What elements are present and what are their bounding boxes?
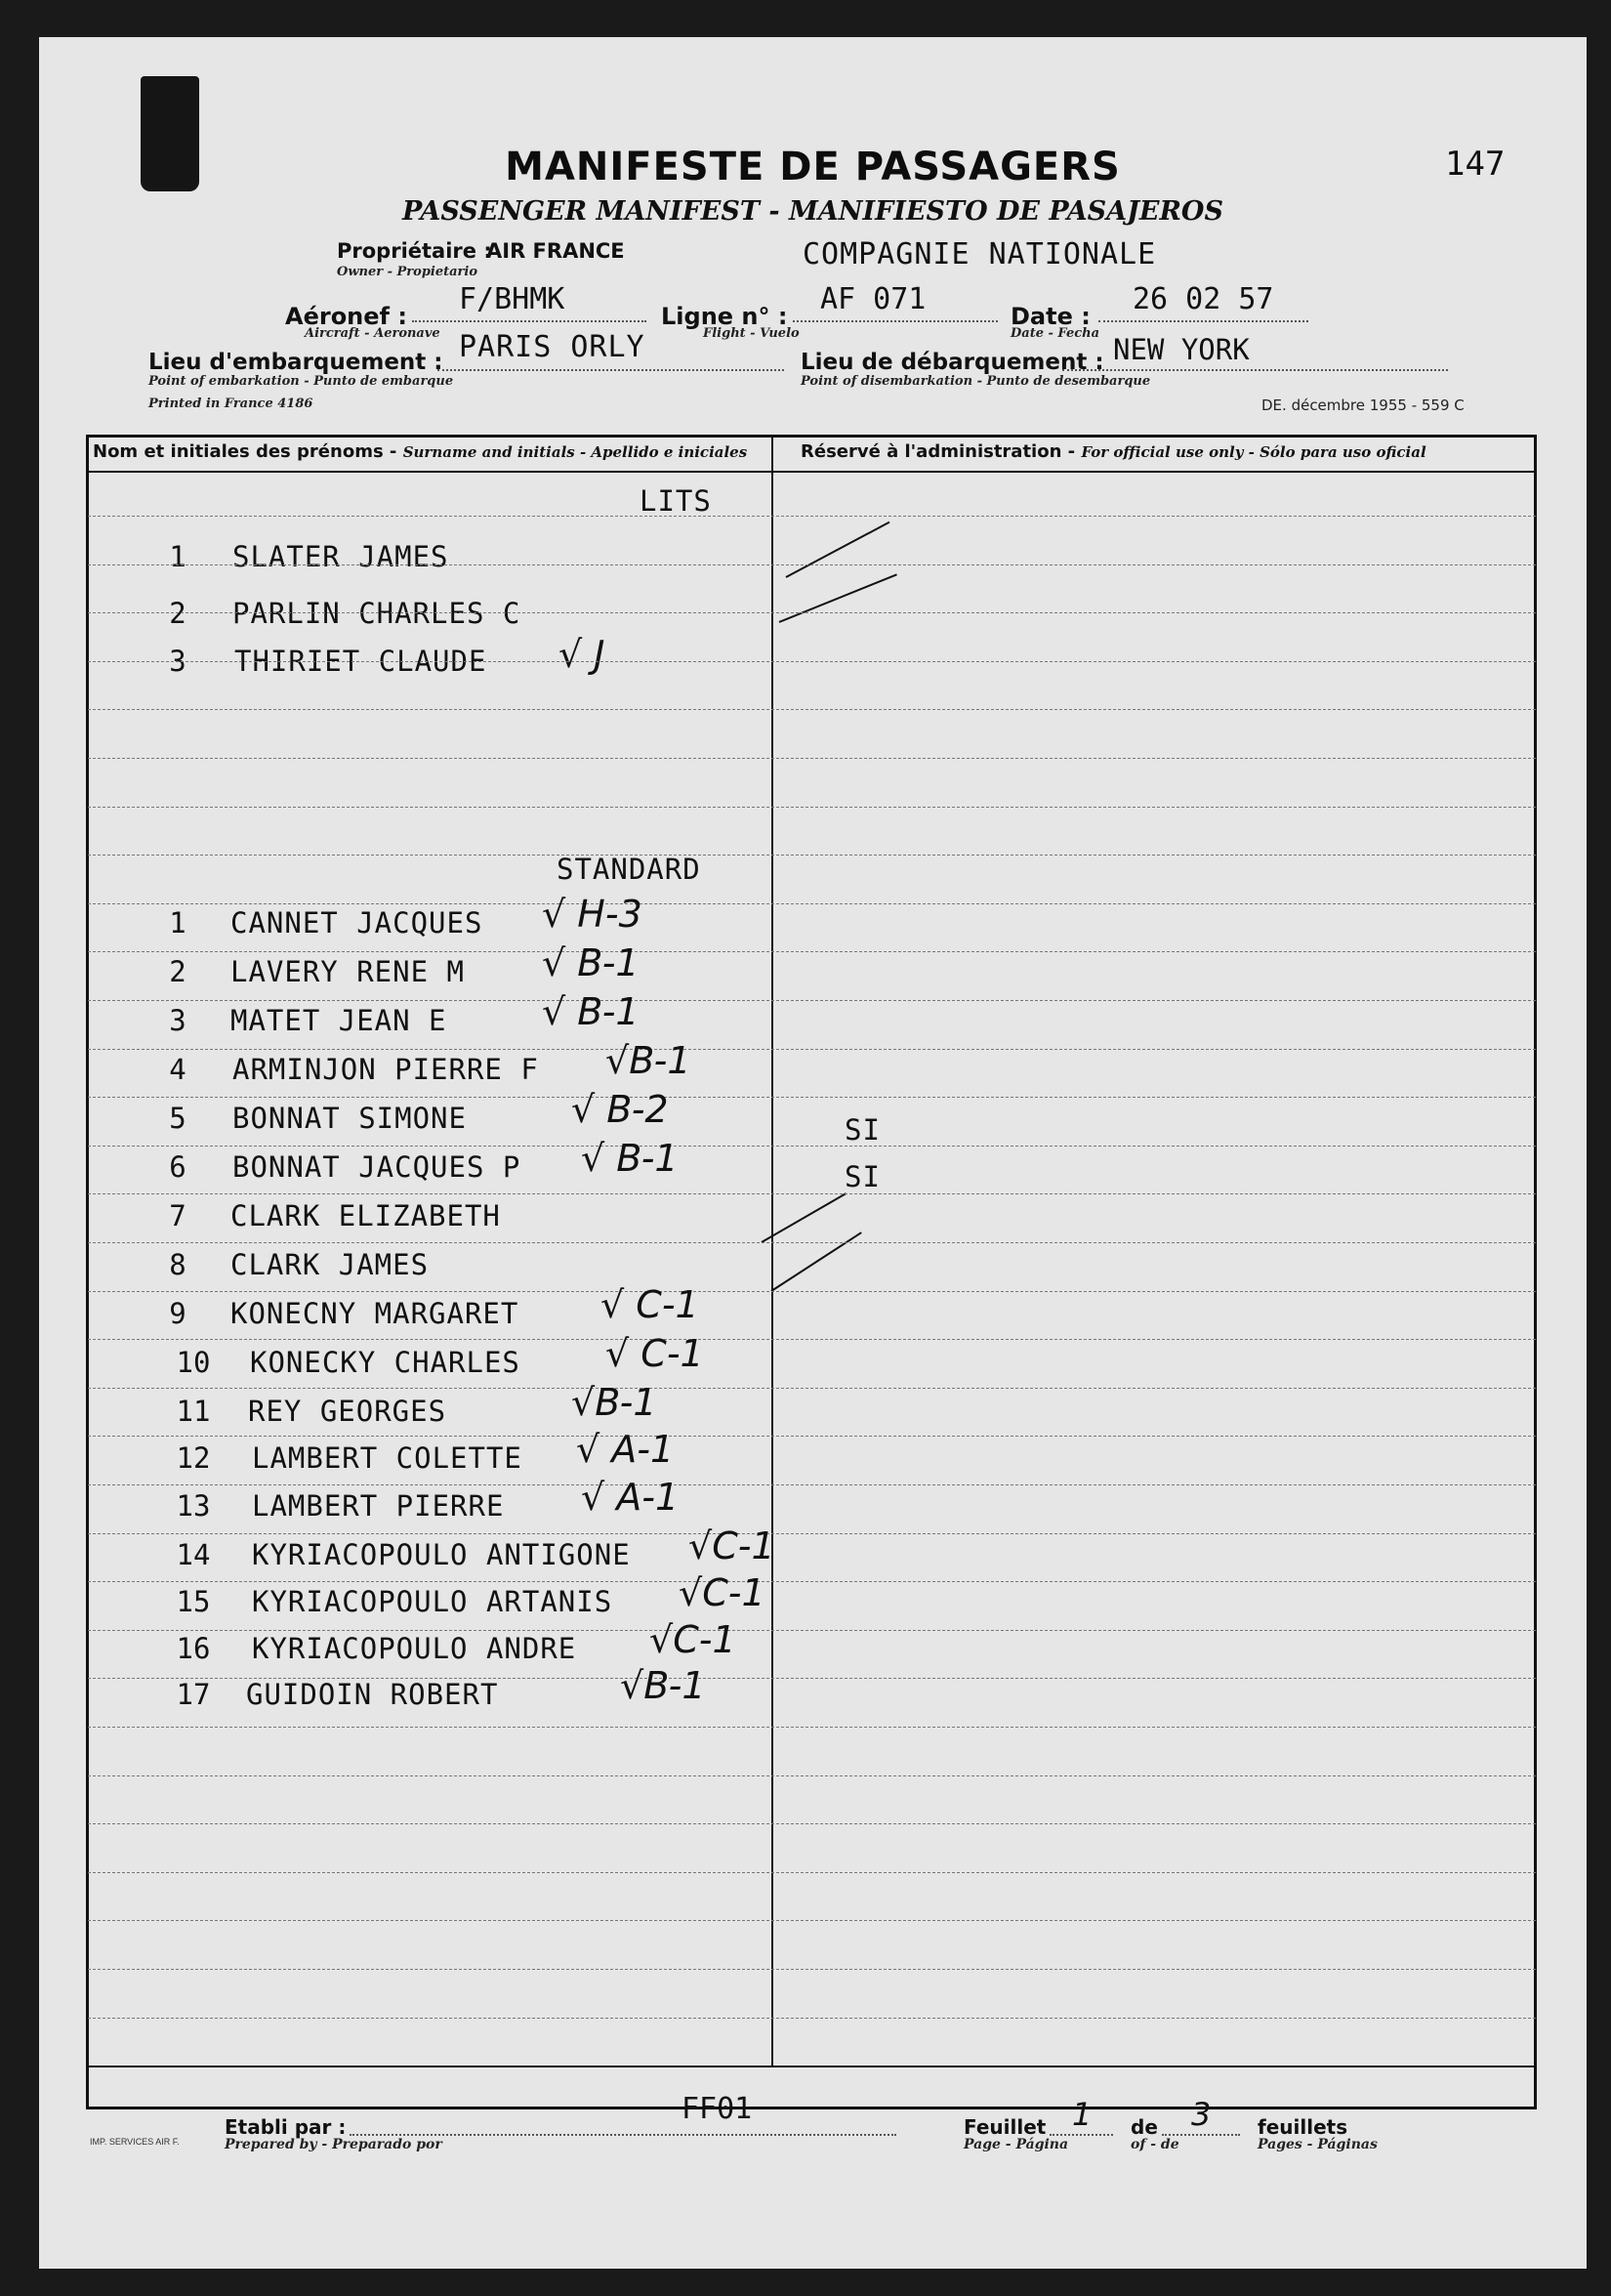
row-rule xyxy=(88,855,1536,856)
row-rule xyxy=(88,903,1536,904)
standard-6-mark: √ B-1 xyxy=(581,1137,679,1180)
standard-3-mark: √ B-1 xyxy=(542,990,640,1033)
row-rule xyxy=(88,1969,1536,1970)
standard-13-mark: √ A-1 xyxy=(581,1476,680,1519)
standard-15-number: 15 xyxy=(176,1585,211,1618)
lits-2-name: PARLIN CHARLES C xyxy=(232,597,521,630)
standard-4-name: ARMINJON PIERRE F xyxy=(232,1053,539,1086)
standard-15-mark: √C-1 xyxy=(679,1571,765,1614)
standard-5-mark: √ B-2 xyxy=(571,1088,669,1131)
manifest-sheet xyxy=(39,37,1587,2269)
row-rule xyxy=(88,1000,1536,1001)
owner-printed: AIR FRANCE xyxy=(486,239,625,263)
standard-8-name: CLARK JAMES xyxy=(230,1248,430,1281)
row-rule xyxy=(88,1775,1536,1776)
standard-11-mark: √B-1 xyxy=(571,1381,657,1424)
standard-11-name: REY GEORGES xyxy=(248,1395,447,1428)
row-rule xyxy=(88,1291,1536,1292)
row-rule xyxy=(88,1727,1536,1728)
standard-9-number: 9 xyxy=(169,1297,186,1330)
row-rule xyxy=(88,1388,1536,1389)
form-title: MANIFESTE DE PASSAGERS xyxy=(505,145,1121,189)
row-rule xyxy=(88,1630,1536,1631)
sheet-sublabel: Page - Página xyxy=(964,2137,1069,2152)
disembarkation-label: Lieu de débarquement : xyxy=(801,350,1104,375)
row-rule xyxy=(88,1193,1536,1194)
row-rule xyxy=(88,1436,1536,1437)
standard-14-number: 14 xyxy=(176,1538,211,1571)
standard-6-name: BONNAT JACQUES P xyxy=(232,1150,521,1184)
aircraft-sublabel: Aircraft - Aeronave xyxy=(305,326,440,341)
standard-1-mark: √ H-3 xyxy=(542,893,642,936)
lits-2-number: 2 xyxy=(169,597,186,630)
row-rule xyxy=(88,1533,1536,1534)
row-rule xyxy=(88,1146,1536,1147)
date-sublabel: Date - Fecha xyxy=(1011,326,1099,341)
prepared-label: Etabli par : xyxy=(225,2115,347,2139)
row-rule xyxy=(88,1049,1536,1050)
row-rule xyxy=(88,564,1536,565)
standard-12-name: LAMBERT COLETTE xyxy=(252,1441,522,1475)
row-rule xyxy=(88,1872,1536,1873)
names-column-header xyxy=(93,441,747,462)
standard-17-mark: √B-1 xyxy=(620,1664,706,1707)
flight-value: AF 071 xyxy=(820,282,927,316)
row-rule xyxy=(88,1339,1536,1340)
owner-sublabel: Owner - Propietario xyxy=(337,265,478,279)
standard-7-number: 7 xyxy=(169,1199,186,1232)
prepared-value: FF01 xyxy=(682,2092,753,2126)
standard-4-mark: √B-1 xyxy=(605,1039,691,1082)
embarkation-value: PARIS ORLY xyxy=(459,330,645,364)
sheet-label: Feuillet xyxy=(964,2115,1047,2139)
aircraft-label: Aéronef : xyxy=(285,303,407,330)
row-rule xyxy=(88,661,1536,662)
names-header-en: Surname and initials - Apellido e iniciales xyxy=(402,443,748,461)
standard-16-mark: √C-1 xyxy=(649,1618,736,1661)
standard-13-name: LAMBERT PIERRE xyxy=(252,1489,505,1523)
standard-15-name: KYRIACOPOULO ARTANIS xyxy=(252,1585,613,1618)
form-code: DE. décembre 1955 - 559 C xyxy=(1261,397,1465,414)
standard-9-mark: √ C-1 xyxy=(600,1283,699,1326)
imprint: IMP. SERVICES AIR F. xyxy=(90,2137,180,2147)
standard-6-number: 6 xyxy=(169,1150,186,1184)
standard-3-name: MATET JEAN E xyxy=(230,1004,447,1037)
standard-12-number: 12 xyxy=(176,1441,211,1475)
lits-3-number: 3 xyxy=(169,645,186,678)
standard-8-number: 8 xyxy=(169,1248,186,1281)
standard-2-name: LAVERY RENE M xyxy=(230,955,465,988)
row-rule xyxy=(88,2018,1536,2019)
section-heading-standard: STANDARD xyxy=(557,853,701,886)
lits-3-mark: √ J xyxy=(558,633,605,676)
standard-5-number: 5 xyxy=(169,1102,186,1135)
flight-sublabel: Flight - Vuelo xyxy=(703,326,800,341)
date-label: Date : xyxy=(1011,303,1091,330)
standard-13-number: 13 xyxy=(176,1489,211,1523)
prepared-sublabel: Prepared by - Preparado por xyxy=(225,2137,442,2152)
row-rule xyxy=(88,1920,1536,1921)
admin-note-2: SI xyxy=(845,1160,881,1193)
date-value: 26 02 57 xyxy=(1133,282,1274,316)
row-rule xyxy=(88,516,1536,517)
lits-1-name: SLATER JAMES xyxy=(232,540,449,573)
standard-4-number: 4 xyxy=(169,1053,186,1086)
of-label: de xyxy=(1131,2115,1158,2139)
standard-3-number: 3 xyxy=(169,1004,186,1037)
row-rule xyxy=(88,1823,1536,1824)
admin-column-header xyxy=(801,441,1426,462)
disembarkation-value: NEW YORK xyxy=(1113,333,1250,366)
row-rule xyxy=(88,709,1536,710)
lits-1-number: 1 xyxy=(169,540,186,573)
standard-7-name: CLARK ELIZABETH xyxy=(230,1199,501,1232)
of-sublabel: of - de xyxy=(1131,2137,1179,2152)
standard-14-mark: √C-1 xyxy=(688,1524,775,1567)
aircraft-value: F/BHMK xyxy=(459,282,565,316)
form-subtitle: PASSENGER MANIFEST - MANIFIESTO DE PASAJEROS xyxy=(402,196,1223,227)
row-rule xyxy=(88,951,1536,952)
row-rule xyxy=(88,1581,1536,1582)
standard-2-number: 2 xyxy=(169,955,186,988)
row-rule xyxy=(88,758,1536,759)
admin-note-1: SI xyxy=(845,1113,881,1147)
printed-in: Printed in France 4186 xyxy=(148,397,313,411)
standard-16-number: 16 xyxy=(176,1632,211,1665)
row-rule xyxy=(88,1242,1536,1243)
flight-label: Ligne n° : xyxy=(661,303,788,330)
sheets-label: feuillets xyxy=(1258,2115,1348,2139)
page-number: 147 xyxy=(1445,145,1506,184)
section-heading-lits: LITS xyxy=(640,484,712,518)
row-rule xyxy=(88,807,1536,808)
standard-10-name: KONECKY CHARLES xyxy=(250,1346,520,1379)
lits-3-name: THIRIET CLAUDE xyxy=(234,645,487,678)
standard-9-name: KONECNY MARGARET xyxy=(230,1297,519,1330)
row-rule xyxy=(88,1484,1536,1485)
owner-typed: COMPAGNIE NATIONALE xyxy=(803,237,1157,271)
row-rule xyxy=(88,1097,1536,1098)
standard-10-number: 10 xyxy=(176,1346,211,1379)
standard-16-name: KYRIACOPOULO ANDRE xyxy=(252,1632,577,1665)
standard-10-mark: √ C-1 xyxy=(605,1332,704,1375)
embarkation-label: Lieu d'embarquement : xyxy=(148,350,443,375)
standard-1-name: CANNET JACQUES xyxy=(230,906,483,939)
owner-label: Propriétaire : xyxy=(337,239,492,263)
disembarkation-sublabel: Point of disembarkation - Punto de desembarque xyxy=(801,374,1151,389)
sheet-value: 1 xyxy=(1072,2096,1093,2133)
standard-5-name: BONNAT SIMONE xyxy=(232,1102,467,1135)
sheets-sublabel: Pages - Páginas xyxy=(1258,2137,1378,2152)
standard-1-number: 1 xyxy=(169,906,186,939)
embarkation-sublabel: Point of embarkation - Punto de embarque xyxy=(148,374,454,389)
of-value: 3 xyxy=(1191,2096,1212,2133)
standard-17-number: 17 xyxy=(176,1678,211,1711)
standard-14-name: KYRIACOPOULO ANTIGONE xyxy=(252,1538,631,1571)
standard-11-number: 11 xyxy=(176,1395,211,1428)
row-rule xyxy=(88,612,1536,613)
admin-header-en: For official use only - Sólo para uso oficial xyxy=(1081,443,1426,461)
names-header-fr: Nom et initiales des prénoms - xyxy=(93,441,397,462)
admin-header-fr: Réservé à l'administration - xyxy=(801,441,1076,462)
standard-17-name: GUIDOIN ROBERT xyxy=(246,1678,499,1711)
standard-2-mark: √ B-1 xyxy=(542,941,640,984)
standard-12-mark: √ A-1 xyxy=(576,1428,675,1471)
